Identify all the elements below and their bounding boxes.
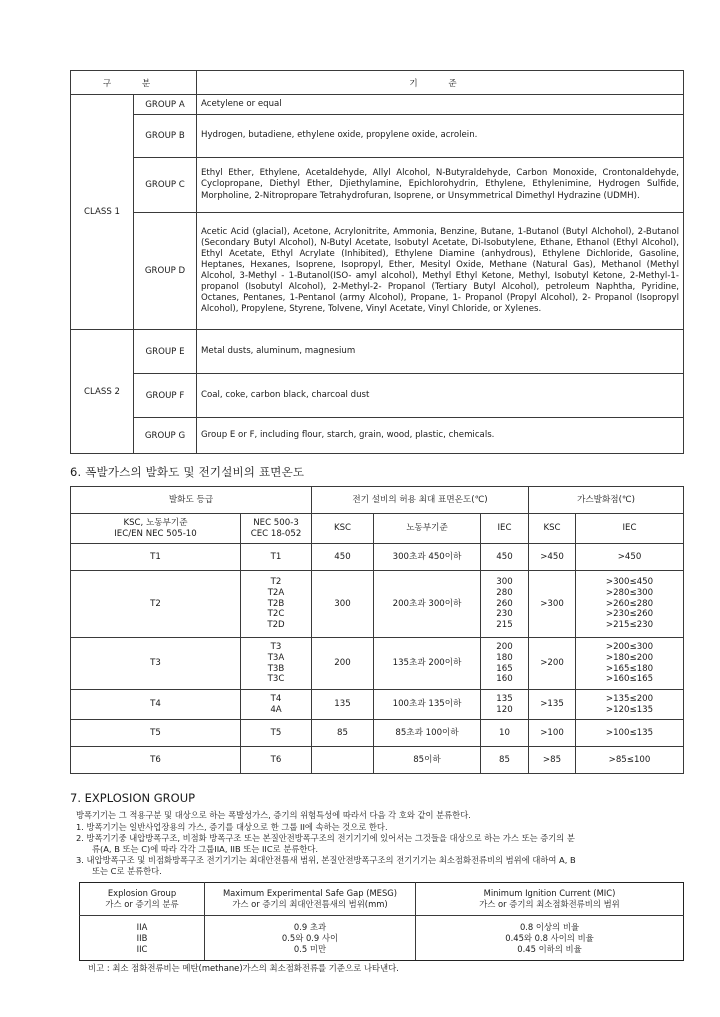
table-row	[71, 544, 684, 571]
table-cell: >135≤200 >120≤135	[576, 690, 684, 720]
table-cell: >100≤135	[576, 720, 684, 747]
table-cell	[312, 747, 374, 774]
table-cell: >85≤100	[576, 747, 684, 774]
list-item: 1. 방폭기기는 일반사업장용의 가스, 증기를 대상으로 한 그룹 II에 속하는 것으로 한다.	[76, 822, 388, 832]
table-cell: >300≤450 >280≤300 >260≤280 >230≤260 >215≤230	[576, 571, 684, 638]
group-description: Metal dusts, aluminum, magnesium	[197, 330, 684, 374]
table-cell: >100	[529, 720, 576, 747]
table-header-row	[71, 71, 684, 95]
table-cell: 100초과 135이하	[374, 690, 481, 720]
table-row	[80, 916, 684, 961]
explosion-group-table	[79, 882, 684, 961]
list-item: 류(A, B 또는 C)에 따라 각각 그룹IIA, IIB 또는 IIC로 분류한다.	[92, 844, 319, 854]
header-iec: IEC	[576, 514, 684, 544]
header-labor-ministry: 노동부기준	[374, 514, 481, 544]
header-explosion-group: Explosion Group 가스 or 증기의 분류	[80, 883, 205, 916]
table-cell: T4	[71, 690, 241, 720]
table-cell: >200≤300 >180≤200 >165≤180 >160≤165	[576, 638, 684, 690]
header-ignition-class: 발화도 등급	[71, 487, 312, 514]
table-cell: 135초과 200이하	[374, 638, 481, 690]
table-cell: T6	[241, 747, 312, 774]
table-cell: >300	[529, 571, 576, 638]
table-cell: 450	[312, 544, 374, 571]
table-cell: T5	[241, 720, 312, 747]
header-gas-ignition-point: 가스발화점(℃)	[529, 487, 684, 514]
group-description: Ethyl Ether, Ethylene, Acetaldehyde, Allyl Alcohol, N-Butyraldehyde, Carbon Monoxide, Crontonaldehyde, Cyclopropane, Diethyl Ether, Djiethylamine, Epichlorohydrin, Ethylene, Ethylenimine, Hydrogen Sulfide, Morpholine, 2-Nitropropare Tetrahydrofuran, Isoprene, or Unsymmetrical Dimethyl Hydrazine (UDMH).	[197, 158, 684, 213]
table-row	[71, 374, 684, 418]
table-cell: 200초과 300이하	[374, 571, 481, 638]
table-cell: 135 120	[481, 690, 529, 720]
group-description: Hydrogen, butadiene, ethylene oxide, propylene oxide, acrolein.	[197, 115, 684, 158]
section-7-list	[76, 822, 686, 877]
table-cell: 85	[481, 747, 529, 774]
table-cell: >200	[529, 638, 576, 690]
table-cell: T3	[71, 638, 241, 690]
group-description: Group E or F, including flour, starch, grain, wood, plastic, chemicals.	[197, 418, 684, 454]
table-row	[71, 720, 684, 747]
table-row	[71, 213, 684, 330]
table-cell: >85	[529, 747, 576, 774]
table-cell: 300 280 260 230 215	[481, 571, 529, 638]
table-cell: T3 T3A T3B T3C	[241, 638, 312, 690]
table-cell: 135	[312, 690, 374, 720]
gas-group-table	[70, 70, 684, 454]
ignition-temperature-table	[70, 486, 684, 774]
table-row	[71, 418, 684, 454]
table-row	[71, 95, 684, 115]
list-item: 또는 C로 분류한다.	[92, 866, 162, 876]
table-cell: T1	[241, 544, 312, 571]
header-category: 구 분	[71, 71, 197, 95]
group-label: GROUP E	[134, 330, 197, 374]
table-row	[71, 115, 684, 158]
table-cell: 300초과 450이하	[374, 544, 481, 571]
table-cell: 85이하	[374, 747, 481, 774]
list-item: 2. 방폭기기중 내압방폭구조, 비점화 방폭구조 또는 본질안전방폭구조의 전기기기에 있어서는 그것들을 대상으로 하는 가스 또는 증기의 분	[76, 833, 575, 843]
header-max-surface-temp: 전기 설비의 허용 최대 표면온도(℃)	[312, 487, 529, 514]
group-label: GROUP G	[134, 418, 197, 454]
table-row	[71, 330, 684, 374]
class-2-label: CLASS 2	[71, 330, 134, 454]
table-row	[71, 747, 684, 774]
table-cell-groups: IIA IIB IIC	[80, 916, 205, 961]
table-header-row	[71, 487, 684, 514]
list-item: 3. 내압방폭구조 및 비점화방폭구조 전기기기는 최대안전틈새 범위, 본질안전방폭구조의 전기기기는 최소점화전류비의 범위에 대하여 A, B	[76, 855, 576, 865]
footnote: 비고 : 최소 점화전류비는 메탄(methane)가스의 최소점화전류를 기준으로 나타낸다.	[88, 963, 399, 973]
table-cell: T2	[71, 571, 241, 638]
table-cell: T1	[71, 544, 241, 571]
group-label: GROUP B	[134, 115, 197, 158]
header-mesg: Maximum Experimental Safe Gap (MESG) 가스 or 증기의 최대안전틈새의 범위(mm)	[205, 883, 416, 916]
section-7-intro: 방폭기기는 그 적용구분 및 대상으로 하는 폭발성가스, 증기의 위험특성에 따라서 다음 각 호와 같이 분류한다.	[76, 810, 471, 820]
group-label: GROUP A	[134, 95, 197, 115]
group-label: GROUP F	[134, 374, 197, 418]
table-cell: T6	[71, 747, 241, 774]
table-cell: 10	[481, 720, 529, 747]
group-label: GROUP D	[134, 213, 197, 330]
header-nec-cec: NEC 500-3 CEC 18-052	[241, 514, 312, 544]
group-description: Coal, coke, carbon black, charcoal dust	[197, 374, 684, 418]
table-cell: T4 4A	[241, 690, 312, 720]
table-row	[71, 571, 684, 638]
table-cell: 200 180 165 160	[481, 638, 529, 690]
section-7-title: 7. EXPLOSION GROUP	[70, 791, 196, 805]
header-ksc: KSC	[529, 514, 576, 544]
table-header-row	[71, 514, 684, 544]
table-cell-mesg: 0.9 초과 0.5와 0.9 사이 0.5 미만	[205, 916, 416, 961]
table-cell: 300	[312, 571, 374, 638]
group-label: GROUP C	[134, 158, 197, 213]
table-cell: 450	[481, 544, 529, 571]
table-cell: 85	[312, 720, 374, 747]
table-row	[71, 158, 684, 213]
table-cell: T5	[71, 720, 241, 747]
table-cell: 200	[312, 638, 374, 690]
table-row	[71, 638, 684, 690]
group-description: Acetylene or equal	[197, 95, 684, 115]
table-cell: T2 T2A T2B T2C T2D	[241, 571, 312, 638]
class-1-label: CLASS 1	[71, 95, 134, 330]
header-ksc: KSC	[312, 514, 374, 544]
table-cell: >450	[529, 544, 576, 571]
table-row	[71, 690, 684, 720]
group-description: Acetic Acid (glacial), Acetone, Acrylonitrite, Ammonia, Benzine, Butane, 1-Butanol (Butyl Alchohol), 2-Butanol (Secondary Butyl Alcohol), N-Butyl Acetate, Isobutyl Acetate, Di-Isobutylene, Ethane, Ethanol (Ethyl Alcohol), Ethyl Acetate, Ethyl Acrylate (Inhibited), Ethylene Diamine (anhydrous), Ethylene Dichloride, Gasoline, Heptanes, Hexanes, Isoprene, Isopropyl, Ether, Mesityl Oxide, Methane (Natural Gas), Methanol (Methyl Alcohol, 3-Methyl - 1-Butanol(ISO- amyl alcohol), Methyl Ethyl Ketone, Methyl, Isobutyl Ketone, 2-Methyl-1-propanol (Isobutyl Alcohol), 2-Methyl-2- Propanol (Tertiary Butyl Alcohol), petroleum Naphtha, Pyridine, Octanes, Pentanes, 1-Pentanol (army Alcohol), Propane, 1- Propanol (Propyl Alcohol), 2- Propanol (Isopropyl Alcohol), Propylene, Styrene, Tolvene, Vinyl Acetate, Vinyl Chloride, or Xylenes.	[197, 213, 684, 330]
table-cell: >135	[529, 690, 576, 720]
header-criteria: 기 준	[197, 71, 684, 95]
header-ksc-iec: KSC, 노동부기준 IEC/EN NEC 505-10	[71, 514, 241, 544]
table-header-row	[80, 883, 684, 916]
table-cell: 85초과 100이하	[374, 720, 481, 747]
header-iec: IEC	[481, 514, 529, 544]
header-mic: Minimum Ignition Current (MIC) 가스 or 증기의 최소점화전류비의 범위	[416, 883, 684, 916]
section-6-title: 6. 폭발가스의 발화도 및 전기설비의 표면온도	[70, 465, 305, 479]
table-cell-mic: 0.8 이상의 비율 0.45와 0.8 사이의 비율 0.45 이하의 비율	[416, 916, 684, 961]
table-cell: >450	[576, 544, 684, 571]
